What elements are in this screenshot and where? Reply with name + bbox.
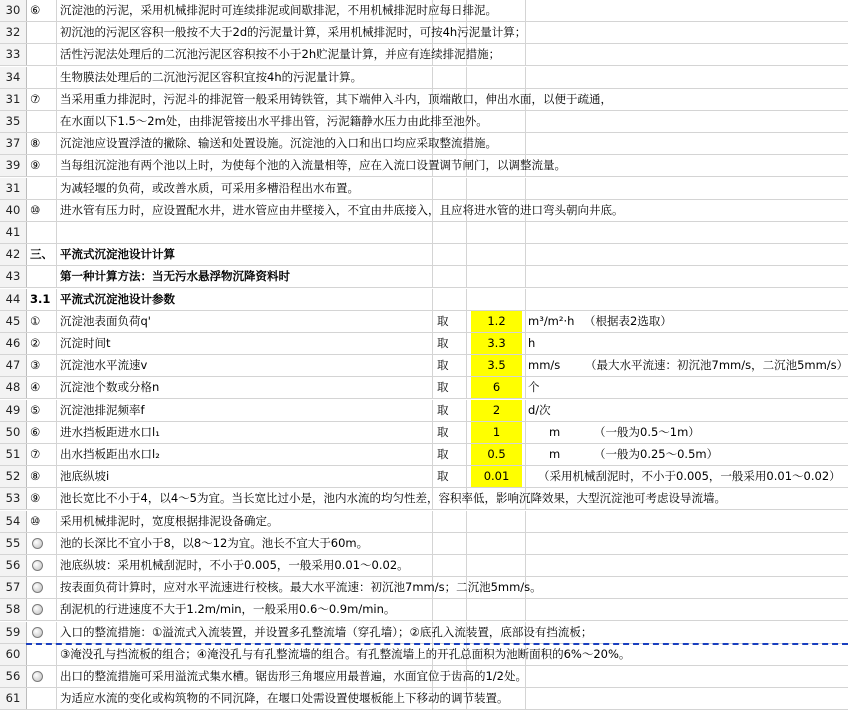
row-header[interactable]: 42 (0, 244, 27, 265)
take-label-cell[interactable]: 取 (437, 469, 449, 483)
unit-cell[interactable]: mm/s (528, 358, 561, 372)
column-gridline (466, 355, 467, 376)
sheet-row (0, 311, 848, 333)
sheet-row (0, 555, 848, 577)
circle-bullet-icon (32, 538, 43, 549)
column-gridline (56, 555, 57, 576)
column-gridline (432, 533, 433, 554)
column-gridline (525, 688, 526, 709)
input-value-cell[interactable]: 1 (471, 422, 522, 443)
row-header[interactable]: 32 (0, 22, 27, 43)
row-header[interactable]: 56 (0, 666, 27, 687)
column-gridline (525, 355, 526, 376)
circle-bullet-icon (32, 671, 43, 682)
item-marker[interactable]: ① (30, 314, 41, 328)
row-text-cell[interactable]: 出水挡板距出水口l₂ (60, 447, 160, 461)
row-header[interactable]: 52 (0, 466, 27, 487)
column-gridline (56, 311, 57, 332)
item-marker[interactable]: 三、 (30, 247, 53, 261)
column-gridline (56, 444, 57, 465)
row-header[interactable]: 37 (0, 133, 27, 154)
row-text-cell[interactable]: 进水挡板距进水口l₁ (60, 425, 160, 439)
row-text-cell[interactable]: 第一种计算方法：当无污水悬浮物沉降资料时 (60, 269, 290, 283)
item-marker[interactable]: ⑦ (30, 92, 41, 106)
column-gridline (525, 555, 526, 576)
row-text-cell[interactable]: 沉淀池个数或分格n (60, 380, 160, 394)
column-gridline (466, 533, 467, 554)
column-gridline (432, 377, 433, 398)
column-gridline (432, 422, 433, 443)
input-value-cell[interactable]: 1.2 (471, 311, 522, 332)
row-text-cell[interactable]: 按表面负荷计算时，应对水平流速进行校核。最大水平流速：初沉池7mm/s；二沉池5mm/s。 (60, 580, 542, 594)
column-gridline (466, 377, 467, 398)
column-gridline (56, 111, 57, 132)
column-gridline (525, 377, 526, 398)
column-gridline (525, 444, 526, 465)
column-gridline (56, 44, 57, 65)
column-gridline (56, 422, 57, 443)
row-text-cell[interactable]: 在水面以下1.5～2m处，由排泥管接出水平排出管，污泥籍静水压力由此排至池外。 (60, 114, 488, 128)
column-gridline (56, 178, 57, 199)
item-marker[interactable]: ⑩ (30, 514, 41, 528)
column-gridline (525, 289, 526, 310)
sheet-row (0, 178, 848, 200)
sheet-row (0, 511, 848, 533)
note-cell[interactable]: （根据表2选取） (584, 314, 672, 328)
item-marker[interactable]: 3.1 (30, 292, 51, 306)
column-gridline (432, 266, 433, 287)
row-text-cell[interactable]: 池长宽比不小于4，以4～5为宜。当长宽比过小是，池内水流的均匀性差，容积率低，影响沉降效果，大型沉淀池可考虑设导流墙。 (60, 491, 726, 505)
row-text-cell[interactable]: 采用机械排泥时，宽度根据排泥设备确定。 (60, 514, 279, 528)
column-gridline (56, 688, 57, 709)
column-gridline (525, 333, 526, 354)
input-value-cell[interactable]: 6 (471, 377, 522, 398)
take-label-cell[interactable]: 取 (437, 447, 449, 461)
bullet-circle-icon (30, 533, 43, 554)
take-label-cell[interactable]: 取 (437, 314, 449, 328)
bullet-circle-icon (30, 599, 43, 620)
sheet-row (0, 89, 848, 111)
column-gridline (432, 444, 433, 465)
column-gridline (525, 111, 526, 132)
column-gridline (466, 244, 467, 265)
column-gridline (525, 466, 526, 487)
column-gridline (56, 89, 57, 110)
column-gridline (432, 289, 433, 310)
column-gridline (56, 511, 57, 532)
column-gridline (466, 222, 467, 243)
bullet-circle-icon (30, 666, 43, 687)
column-gridline (56, 466, 57, 487)
item-marker[interactable]: ④ (30, 380, 41, 394)
column-gridline (56, 577, 57, 598)
row-header[interactable]: 30 (0, 0, 27, 21)
column-gridline (525, 266, 526, 287)
column-gridline (466, 444, 467, 465)
row-header[interactable]: 55 (0, 533, 27, 554)
row-header[interactable]: 39 (0, 155, 27, 176)
bullet-circle-icon (30, 622, 43, 643)
bullet-circle-icon (30, 577, 43, 598)
item-marker[interactable]: ⑥ (30, 425, 41, 439)
column-gridline (56, 289, 57, 310)
column-gridline (56, 488, 57, 509)
input-value-cell[interactable]: 0.01 (471, 466, 522, 487)
column-gridline (56, 22, 57, 43)
sheet-row (0, 666, 848, 688)
sheet-row (0, 577, 848, 599)
column-gridline (56, 67, 57, 88)
row-text-cell[interactable]: 池底纵坡i (60, 469, 110, 483)
column-gridline (56, 244, 57, 265)
sheet-row (0, 422, 848, 444)
column-gridline (56, 133, 57, 154)
row-text-cell[interactable]: 沉淀池排泥频率f (60, 403, 145, 417)
sheet-row (0, 289, 848, 311)
input-value-cell[interactable]: 3.5 (471, 355, 522, 376)
item-marker[interactable]: ② (30, 336, 41, 350)
column-gridline (466, 289, 467, 310)
item-marker[interactable]: ⑧ (30, 136, 41, 150)
column-gridline (466, 311, 467, 332)
row-header[interactable]: 61 (0, 688, 27, 709)
column-gridline (56, 155, 57, 176)
row-text-cell[interactable]: 生物膜法处理后的二沉池污泥区容积宜按4h的污泥量计算。 (60, 70, 363, 84)
column-gridline (466, 466, 467, 487)
column-gridline (525, 44, 526, 65)
column-gridline (432, 599, 433, 620)
row-text-cell[interactable]: 当采用重力排泥时，污泥斗的排泥管一般采用铸铁管，其下端伸入斗内，顶端敞口，伸出水面，以便于疏通， (60, 92, 612, 106)
row-header[interactable]: 31 (0, 178, 27, 199)
sheet-row (0, 200, 848, 222)
input-value-cell[interactable]: 0.5 (471, 444, 522, 465)
column-gridline (56, 599, 57, 620)
circle-bullet-icon (32, 627, 43, 638)
take-label-cell[interactable]: 取 (437, 380, 449, 394)
sheet-row (0, 333, 848, 355)
row-text-cell[interactable]: 出口的整流措施可采用溢流式集水槽。锯齿形三角堰应用最普遍，水面宜位于齿高的1/2处。 (60, 669, 528, 683)
column-gridline (466, 178, 467, 199)
sheet-row (0, 688, 848, 710)
column-gridline (432, 244, 433, 265)
row-header[interactable]: 58 (0, 599, 27, 620)
page-break-line (26, 643, 848, 645)
column-gridline (432, 466, 433, 487)
row-text-cell[interactable]: 沉淀池表面负荷q' (60, 314, 151, 328)
row-header[interactable]: 41 (0, 222, 27, 243)
row-header[interactable]: 31 (0, 89, 27, 110)
column-gridline (432, 511, 433, 532)
sheet-row (0, 266, 848, 288)
column-gridline (525, 511, 526, 532)
row-header[interactable]: 44 (0, 289, 27, 310)
column-gridline (466, 333, 467, 354)
row-text-cell[interactable]: ③淹没孔与挡流板的组合；④淹没孔与有孔整流墙的组合。有孔整流墙上的开孔总面积为池断面积的6%～20%。 (60, 647, 631, 661)
unit-cell[interactable]: m (549, 425, 561, 439)
sheet-row (0, 599, 848, 621)
input-value-cell[interactable]: 3.3 (471, 333, 522, 354)
column-gridline (56, 666, 57, 687)
item-marker[interactable]: ③ (30, 358, 41, 372)
row-text-cell[interactable]: 为适应水流的变化或构筑物的不同沉降，在堰口处需设置使堰板能上下移动的调节装置。 (60, 691, 509, 705)
row-text-cell[interactable]: 沉淀池应设置浮渣的撇除、输送和处置设施。沉淀池的入口和出口均应采取整流措施。 (60, 136, 497, 150)
row-header[interactable]: 35 (0, 111, 27, 132)
row-header[interactable]: 33 (0, 44, 27, 65)
circle-bullet-icon (32, 582, 43, 593)
column-gridline (525, 67, 526, 88)
unit-cell[interactable]: h (528, 336, 536, 350)
row-text-cell[interactable]: 活性污泥法处理后的二沉池污泥区容积按不小于2h贮泥量计算，并应有连续排泥措施； (60, 47, 501, 61)
sheet-row (0, 400, 848, 422)
take-label-cell[interactable]: 取 (437, 336, 449, 350)
note-cell[interactable]: （一般为0.25～0.5m） (594, 447, 719, 461)
column-gridline (525, 533, 526, 554)
row-text-cell[interactable]: 沉淀时间t (60, 336, 111, 350)
item-marker[interactable]: ⑨ (30, 158, 41, 172)
column-gridline (56, 333, 57, 354)
column-gridline (466, 599, 467, 620)
sheet-row (0, 44, 848, 66)
row-text-cell[interactable]: 初沉池的污泥区容积一般按不大于2d的污泥量计算，采用机械排泥时，可按4h污泥量计算； (60, 25, 527, 39)
column-gridline (432, 555, 433, 576)
note-cell[interactable]: （一般为0.5～1m） (594, 425, 700, 439)
note-cell[interactable]: （最大水平流速：初沉池7mm/s，二沉池5mm/s） (585, 358, 848, 372)
row-header[interactable]: 59 (0, 622, 27, 643)
row-header[interactable]: 47 (0, 355, 27, 376)
sheet-row (0, 533, 848, 555)
sheet-row (0, 155, 848, 177)
note-cell[interactable]: （采用机械刮泥时，不小于0.005，一般采用0.01～0.02） (538, 469, 841, 483)
sheet-row (0, 67, 848, 89)
column-gridline (466, 67, 467, 88)
take-label-cell[interactable]: 取 (437, 358, 449, 372)
column-gridline (466, 400, 467, 421)
sheet-row (0, 622, 848, 644)
sheet-row (0, 644, 848, 666)
row-text-cell[interactable]: 沉淀池水平流速v (60, 358, 148, 372)
row-text-cell[interactable]: 进水管有压力时，应设置配水井，进水管应由井壁接入，不宜由井底接入，且应将进水管的进口弯头朝向井底。 (60, 203, 624, 217)
unit-cell[interactable]: 个 (528, 380, 540, 394)
column-gridline (525, 422, 526, 443)
row-header[interactable]: 43 (0, 266, 27, 287)
sheet-row (0, 222, 848, 244)
row-header[interactable]: 57 (0, 577, 27, 598)
column-gridline (525, 599, 526, 620)
row-text-cell[interactable]: 沉淀池的污泥，采用机械排泥时可连续排泥或间歇排泥，不用机械排泥时应每日排泥。 (60, 3, 497, 17)
column-gridline (56, 533, 57, 554)
row-header[interactable]: 56 (0, 555, 27, 576)
column-gridline (56, 200, 57, 221)
input-value-cell[interactable]: 2 (471, 400, 522, 421)
row-header[interactable]: 60 (0, 644, 27, 665)
column-gridline (525, 311, 526, 332)
column-gridline (56, 644, 57, 665)
row-text-cell[interactable]: 池底纵坡：采用机械刮泥时，不小于0.005，一般采用0.01～0.02。 (60, 558, 409, 572)
unit-cell[interactable]: d/次 (528, 403, 551, 417)
column-gridline (432, 178, 433, 199)
row-header[interactable]: 49 (0, 400, 27, 421)
item-marker[interactable]: ⑩ (30, 203, 41, 217)
row-text-cell[interactable]: 池的长深比不宜小于8，以8～12为宜。池长不宜大于60m。 (60, 536, 369, 550)
sheet-row (0, 355, 848, 377)
sheet-row (0, 444, 848, 466)
sheet-row (0, 0, 848, 22)
column-gridline (525, 133, 526, 154)
column-gridline (56, 266, 57, 287)
sheet-row (0, 377, 848, 399)
row-header[interactable]: 40 (0, 200, 27, 221)
column-gridline (466, 422, 467, 443)
sheet-row (0, 466, 848, 488)
item-marker[interactable]: ⑤ (30, 403, 41, 417)
column-gridline (466, 511, 467, 532)
row-text-cell[interactable]: 平流式沉淀池设计参数 (60, 292, 175, 306)
column-gridline (56, 0, 57, 21)
column-gridline (56, 622, 57, 643)
row-header[interactable]: 48 (0, 377, 27, 398)
column-gridline (56, 400, 57, 421)
row-text-cell[interactable]: 入口的整流措施：①溢流式入流装置，并设置多孔整流墙（穿孔墙）；②底孔入流装置，底部设有挡流板； (60, 625, 593, 639)
item-marker[interactable]: ⑧ (30, 469, 41, 483)
column-gridline (525, 400, 526, 421)
row-header[interactable]: 45 (0, 311, 27, 332)
row-text-cell[interactable]: 刮泥机的行进速度不大于1.2m/min，一般采用0.6～0.9m/min。 (60, 602, 396, 616)
item-marker[interactable]: ⑦ (30, 447, 41, 461)
row-header[interactable]: 46 (0, 333, 27, 354)
column-gridline (56, 377, 57, 398)
row-text-cell[interactable]: 平流式沉淀池设计计算 (60, 247, 175, 261)
column-gridline (525, 178, 526, 199)
take-label-cell[interactable]: 取 (437, 403, 449, 417)
sheet-row (0, 22, 848, 44)
row-header[interactable]: 51 (0, 444, 27, 465)
bullet-circle-icon (30, 555, 43, 576)
sheet-row (0, 488, 848, 510)
unit-cell[interactable]: m (549, 447, 561, 461)
sheet-row (0, 244, 848, 266)
column-gridline (432, 222, 433, 243)
column-gridline (525, 0, 526, 21)
column-gridline (466, 266, 467, 287)
row-text-cell[interactable]: 当每组沉淀池有两个池以上时，为使每个池的入流量相等，应在入流口设置调节闸门，以调整流量。 (60, 158, 566, 172)
item-marker[interactable]: ⑨ (30, 491, 41, 505)
column-gridline (466, 555, 467, 576)
circle-bullet-icon (32, 604, 43, 615)
column-gridline (56, 222, 57, 243)
sheet-row (0, 133, 848, 155)
column-gridline (525, 222, 526, 243)
row-header[interactable]: 50 (0, 422, 27, 443)
row-header[interactable]: 34 (0, 67, 27, 88)
row-text-cell[interactable]: 为减轻堰的负荷，或改善水质，可采用多槽沿程出水布置。 (60, 181, 359, 195)
column-gridline (56, 355, 57, 376)
column-gridline (432, 355, 433, 376)
column-gridline (432, 400, 433, 421)
item-marker[interactable]: ⑥ (30, 3, 41, 17)
circle-bullet-icon (32, 560, 43, 571)
row-header[interactable]: 53 (0, 488, 27, 509)
column-gridline (432, 333, 433, 354)
row-header[interactable]: 54 (0, 511, 27, 532)
sheet-row (0, 111, 848, 133)
take-label-cell[interactable]: 取 (437, 425, 449, 439)
column-gridline (432, 311, 433, 332)
unit-cell[interactable]: m³/m²·h (528, 314, 575, 328)
column-gridline (525, 244, 526, 265)
column-gridline (432, 67, 433, 88)
